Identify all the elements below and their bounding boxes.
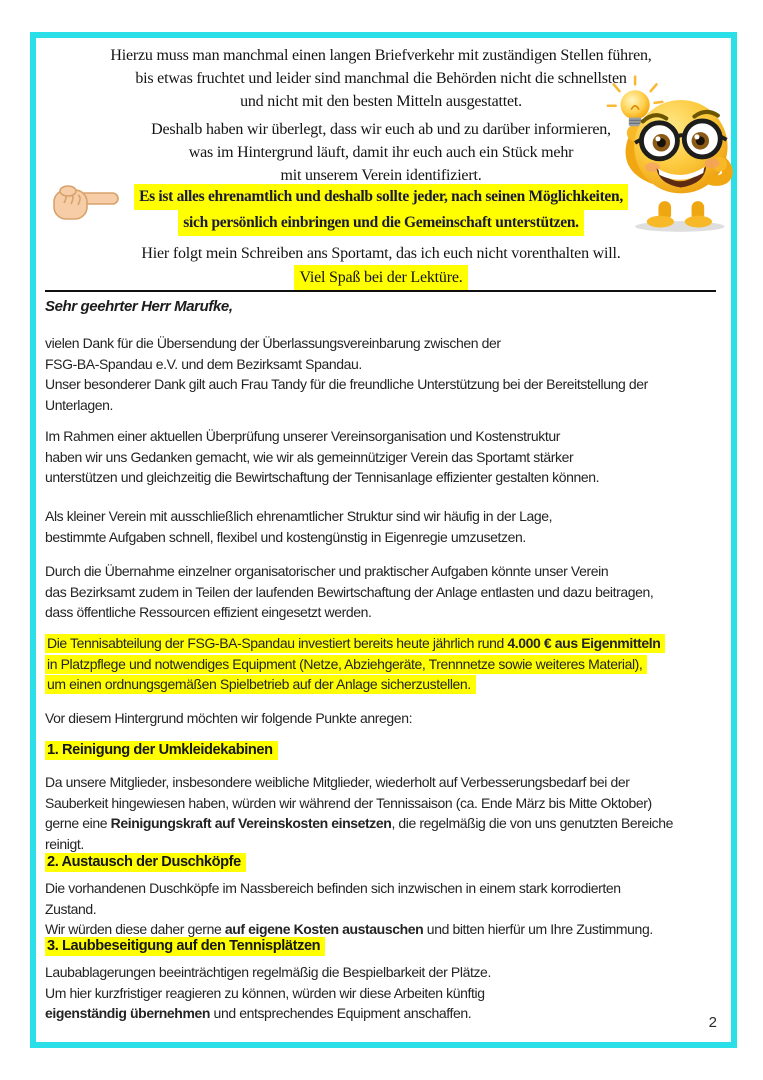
highlight-mark (45, 741, 278, 760)
intro-closing (45, 242, 717, 291)
page-number: 2 (708, 1014, 717, 1031)
text-segment: unterstützen und gleichzeitig die Bewirtschaftung der Tennisanlage effizienter gestalten können. (45, 469, 600, 485)
highlight-mark: Es ist alles ehrenamtlich und deshalb sollte jeder, nach seinen Möglichkeiten, (134, 184, 628, 210)
letter-text-line (45, 654, 717, 675)
letter-text-line (45, 467, 717, 488)
letter-text-line (45, 333, 717, 354)
highlighted-text-line (45, 265, 717, 291)
letter-block-h1 (45, 740, 717, 761)
section-heading-text (45, 936, 717, 957)
letter-text-line (45, 793, 717, 814)
letter-block-p2 (45, 426, 717, 488)
text-segment: Laubablagerungen beeinträchtigen regelmäßig die Bespielbarkeit der Plätze. (45, 964, 491, 980)
emphasized-text: 1. Reinigung der Umkleidekabinen (47, 742, 273, 758)
emphasized-text: auf eigene Kosten austauschen (224, 921, 424, 937)
letter-text-line (45, 527, 717, 548)
intro-text-line: Hierzu muss man manchmal einen langen Briefverkehr mit zuständigen Stellen führen, (110, 47, 652, 64)
emphasized-text: 2. Austausch der Duschköpfe (47, 854, 241, 870)
highlight-mark: sich persönlich einbringen und die Gemeinschaft unterstützen. (178, 210, 584, 236)
letter-text-line (45, 354, 717, 375)
intro-text-line: bis etwas fruchtet und leider sind manchmal die Behörden nicht die schnellsten (135, 70, 627, 87)
letter-text-line (45, 983, 717, 1004)
letter-block-salutation (45, 297, 717, 318)
letter-text-line (45, 297, 717, 318)
intro-text-line: Hier folgt mein Schreiben ans Sportamt, das ich euch nicht vorenthalten will. (141, 245, 621, 262)
letter-text-line (45, 708, 717, 729)
text-segment: Durch die Übernahme einzelner organisatorischer und praktischer Aufgaben könnte unser Verein (45, 563, 609, 579)
text-segment: reinigt. (45, 835, 84, 852)
letter-block-p7 (45, 962, 717, 1024)
letter-text-line (45, 772, 717, 793)
letter-text-line (45, 878, 717, 899)
letter-text-line (45, 674, 717, 695)
letter-block-p5 (45, 772, 717, 854)
highlight-mark (45, 675, 476, 694)
letter-block-p4 (45, 561, 717, 623)
highlight-mark: Viel Spaß bei der Lektüre. (294, 265, 467, 291)
text-segment: Sehr geehrter Herr Marufke, (45, 298, 233, 315)
intro-text-line: mit unserem Verein identifiziert. (280, 167, 482, 184)
letter-block-p3 (45, 506, 717, 547)
highlight-mark (45, 937, 325, 956)
text-segment: gerne eine (45, 815, 111, 831)
section-heading-text (45, 852, 717, 873)
text-segment: Die Tennisabteilung der FSG-BA-Spandau investiert bereits heute jährlich rund (47, 635, 508, 651)
text-segment: Unterlagen. (45, 396, 113, 413)
text-segment: in Platzpflege und notwendiges Equipment (Netze, Abziehgeräte, Trennnetze sowie weiteres Material), (47, 655, 643, 672)
letter-text-line (45, 633, 717, 654)
section-heading-text (45, 740, 717, 761)
text-segment: vielen Dank für die Übersendung der Überlassungsvereinbarung zwischen der (45, 335, 501, 351)
letter-block-hlpara (45, 633, 717, 695)
emphasized-text: 4.000 € aus Eigenmitteln (507, 635, 661, 651)
text-segment: Als kleiner Verein mit ausschließlich ehrenamtlicher Struktur sind wir häufig in der Lage, (45, 508, 553, 524)
text-segment: dass öffentliche Ressourcen effizient eingesetzt werden. (45, 604, 372, 620)
intro-text-line: was im Hintergrund läuft, damit ihr euch auch ein Stück mehr (188, 144, 574, 161)
highlight-mark (45, 655, 647, 674)
letter-block-h3 (45, 936, 717, 957)
text-segment: und bitten hierfür um Ihre Zustimmung. (423, 921, 653, 937)
letter-text-line (45, 813, 717, 834)
lightbulb-smiley-emoji (602, 72, 748, 234)
emphasized-text: eigenständig übernehmen (45, 1005, 211, 1021)
emphasized-text: Reinigungskraft auf Vereinskosten einsetzen (110, 815, 392, 831)
right-pointing-hand-icon (50, 180, 122, 226)
letter-text-line (45, 962, 717, 983)
letter-text-line (45, 582, 717, 603)
letter-text-line (45, 426, 717, 447)
letter-text-line (45, 506, 717, 527)
intro-text-line: und nicht mit den besten Mitteln ausgestattet. (240, 93, 522, 110)
text-segment: Im Rahmen einer aktuellen Überprüfung unserer Vereinsorganisation und Kostenstruktur (45, 428, 561, 444)
highlight-mark (45, 853, 246, 872)
text-segment: haben wir uns Gedanken gemacht, wie wir als gemeinnütziger Verein das Sportamt stärker (45, 448, 574, 465)
text-segment: Zustand. (45, 900, 97, 917)
text-segment: Unser besonderer Dank gilt auch Frau Tandy für die freundliche Unterstützung bei der Bereitstellung der (45, 376, 648, 392)
text-segment: FSG-BA-Spandau e.V. und dem Bezirksamt Spandau. (45, 355, 362, 372)
letter-text-line (45, 395, 717, 416)
text-segment: Um hier kurzfristiger reagieren zu können, würden wir diese Arbeiten künftig (45, 984, 485, 1001)
letter-text-line (45, 561, 717, 582)
text-segment: um einen ordnungsgemäßen Spielbetrieb auf der Anlage sicherzustellen. (47, 676, 471, 692)
emphasized-text: 3. Laubbeseitigung auf den Tennisplätzen (47, 938, 321, 954)
letter-text-line (45, 374, 717, 395)
text-segment: und entsprechendes Equipment anschaffen. (210, 1005, 472, 1021)
text-segment: Wir würden diese daher gerne (45, 921, 225, 937)
text-segment: das Bezirksamt zudem in Teilen der laufenden Bewirtschaftung der Anlage entlasten und dazu beitragen, (45, 583, 654, 600)
letter-text-line (45, 834, 717, 855)
text-segment: , die regelmäßig die von uns genutzten Bereiche (391, 815, 674, 831)
text-segment: bestimmte Aufgaben schnell, flexibel und kostengünstig in Eigenregie umzusetzen. (45, 528, 526, 545)
intro-text-line: Deshalb haben wir überlegt, dass wir euch ab und zu darüber informieren, (151, 121, 611, 138)
text-segment: Sauberkeit hingewiesen haben, würden wir während der Tennissaison (ca. Ende März bis Mitte Oktober) (45, 794, 652, 811)
highlight-mark (45, 634, 665, 653)
letter-block-p1 (45, 333, 717, 415)
letter-text-line (45, 899, 717, 920)
letter-text-line (45, 602, 717, 623)
text-segment: Die vorhandenen Duschköpfe im Nassbereich befinden sich inzwischen in einem stark korrodierten (45, 880, 621, 896)
letter-text-line (45, 447, 717, 468)
letter-text-line (45, 1003, 717, 1024)
letter-block-p6 (45, 878, 717, 940)
letter-block-vor (45, 708, 717, 729)
text-segment: Vor diesem Hintergrund möchten wir folgende Punkte anregen: (45, 710, 413, 726)
section-divider-line (45, 290, 716, 292)
text-segment: Da unsere Mitglieder, insbesondere weibliche Mitglieder, wiederholt auf Verbesserungsbedarf bei der (45, 774, 630, 790)
letter-block-h2 (45, 852, 717, 873)
